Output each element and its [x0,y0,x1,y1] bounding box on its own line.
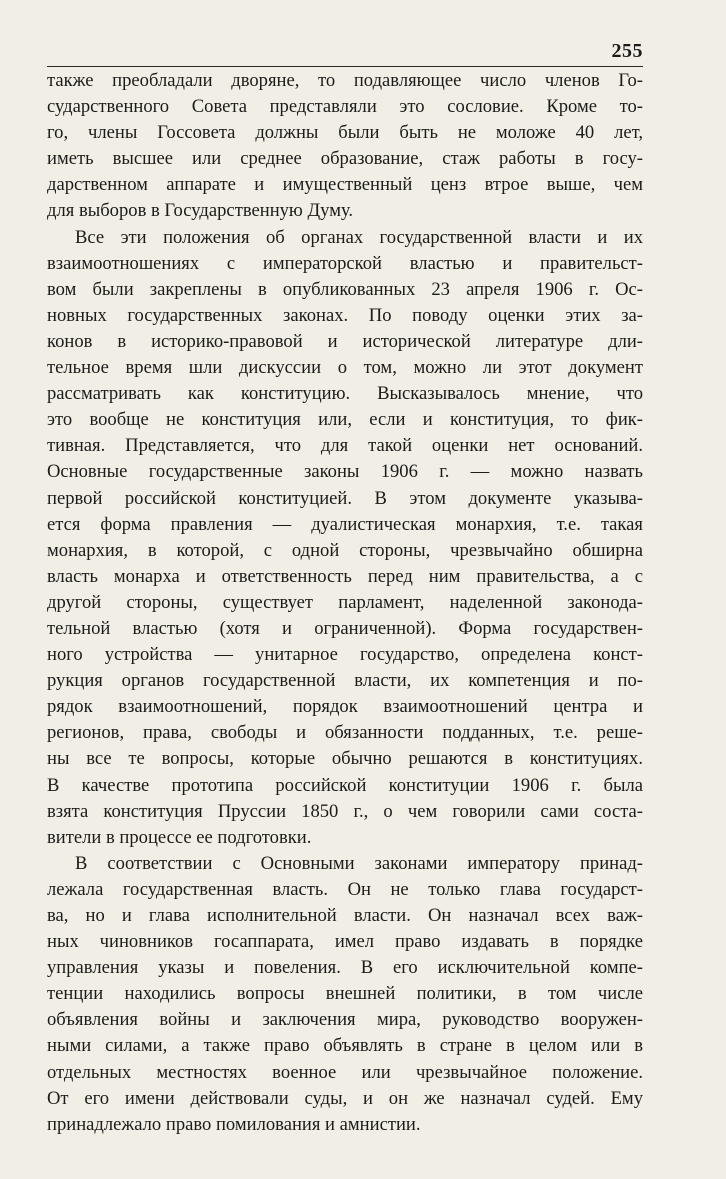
text-line: тельной властью (хотя и ограниченной). Форма государствен- [47,617,643,639]
paragraph [47,851,643,1138]
body-text [47,68,643,1138]
page-number: 255 [611,40,643,62]
text-line: дарственном аппарате и имущественный ценз втрое выше, чем [47,174,643,196]
text-line: объявления войны и заключения мира, руководство вооружен- [47,1009,643,1031]
text-line: тивная. Представляется, что для такой оценки нет оснований. [47,435,643,457]
text-line: ных чиновников госаппарата, имел право издавать в порядке [47,931,643,953]
text-line: для выборов в Государственную Думу. [47,200,354,222]
text-line: тельное время шли дискуссии о том, можно ли этот документ [47,357,643,379]
text-line: вители в процессе ее подготовки. [47,826,312,848]
text-line: взаимоотношениях с императорской властью и правительст- [47,252,643,274]
text-line: В качестве прототипа российской конституции 1906 г. была [47,774,643,796]
text-line: Основные государственные законы 1906 г. — можно назвать [47,461,643,483]
text-line: другой стороны, существует парламент, наделенной законода- [47,591,643,613]
text-line: взята конституция Пруссии 1850 г., о чем говорили сами соста- [47,800,643,822]
text-line: конов в историко-правовой и исторической литературе дли- [47,330,643,352]
text-line: первой российской конституцией. В этом документе указыва- [47,487,643,509]
text-line: также преобладали дворяне, то подавляющее число членов Го- [47,70,643,91]
text-line: иметь высшее или среднее образование, стаж работы в госу- [47,148,643,170]
text-line: вом были закреплены в опубликованных 23 апреля 1906 г. Ос- [47,278,643,300]
text-line: ного устройства — унитарное государство, определена конст- [47,644,643,666]
text-line: принадлежало право помилования и амнистии. [47,1113,421,1135]
text-line: ными силами, а также право объявлять в стране в целом или в [47,1035,643,1057]
text-line: ны все те вопросы, которые обычно решаются в конституциях. [47,748,643,770]
text-line: го, члены Госсовета должны были быть не моложе 40 лет, [47,122,643,144]
text-line: Все эти положения об органах государственной власти и их [75,226,643,248]
text-line: ется форма правления — дуалистическая монархия, т.е. такая [47,513,643,535]
paragraph [47,68,643,225]
text-line: власть монарха и ответственность перед ним правительства, а с [47,565,643,587]
text-line: регионов, права, свободы и обязанности подданных, т.е. реше- [47,722,643,744]
text-line: лежала государственная власть. Он не только глава государст- [47,878,643,900]
header-rule [47,66,643,67]
text-line: монархия, в которой, с одной стороны, чрезвычайно обширна [47,539,643,561]
text-line: В соответствии с Основными законами императору принад- [75,852,643,874]
paragraph [47,225,643,851]
text-line: рукция органов государственной власти, их компетенция и по- [47,670,643,692]
text-line: рассматривать как конституцию. Высказывалось мнение, что [47,383,643,405]
text-line: управления указы и повеления. В его исключительной компе- [47,957,643,979]
text-line: новных государственных законах. По поводу оценки этих за- [47,304,643,326]
text-line: ва, но и глава исполнительной власти. Он назначал всех важ- [47,905,643,926]
text-line: От его имени действовали суды, и он же назначал судей. Ему [47,1087,643,1109]
text-line: тенции находились вопросы внешней политики, в том числе [47,983,643,1005]
text-line: рядок взаимоотношений, порядок взаимоотношений центра и [47,696,643,718]
text-line: сударственного Совета представляли это сословие. Кроме то- [47,96,643,118]
text-line: отдельных местностях военное или чрезвычайное положение. [47,1061,643,1083]
text-line: это вообще не конституция или, если и конституция, то фик- [47,409,643,431]
